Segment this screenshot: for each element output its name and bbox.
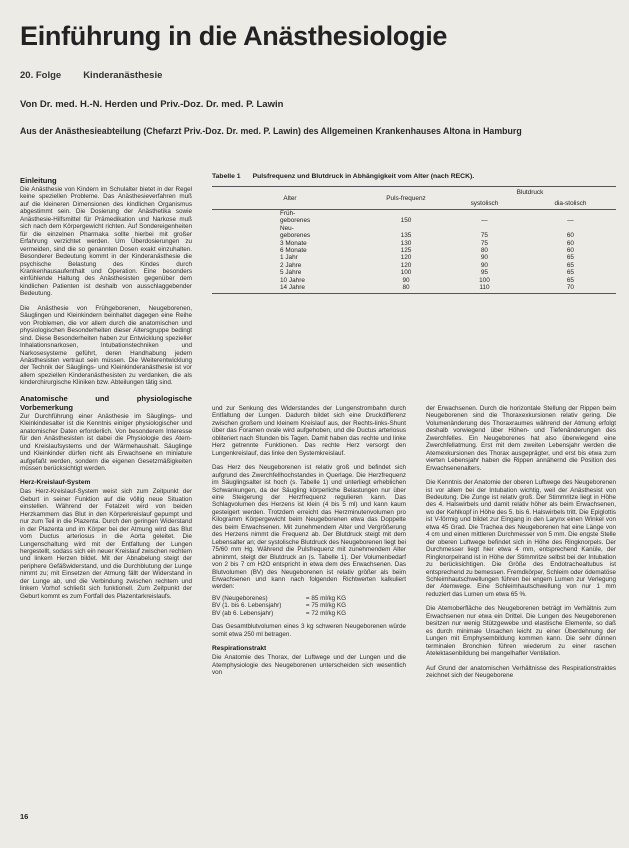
text-column-left (20, 176, 192, 808)
paragraph: Die Anästhesie von Frühgeborenen, Neugeborenen, Säuglingen und Kleinkindern beinhaltet dagegen eine Reihe von Problemen, die vor allem durch die anatomischen und physiologischen Besonderheiten dieser Altersgruppe bedingt sind. Diese Besonderheiten haben zur Entwicklung spezieller Inhalationsnarkosen, Intubationstechniken und Narkosesysteme geführt, deren Handhabung jedem Anästhesisten vertraut sein müssen. Die Weiterentwicklung der Technik der Säuglings- und Kleinkinderanästhesie ist vor allem speziellen Kinderanästhesisten zu verdanken, die als kinderchirurgische Kliniken bzw. Abteilungen tätig sind. (20, 304, 192, 387)
table-cell-age: geborenes (280, 232, 311, 240)
table-cell-age: 6 Monate (280, 247, 307, 255)
table-cell-sys: 90 (480, 254, 488, 262)
paragraph: Die Kenntnis der Anatomie der oberen Luftwege des Neugeborenen ist vor allem bei der Intubation wichtig, weil der Anästhesist von Bedeutung. Die Zunge ist relativ groß. Der Stimmritze liegt in Höhe des 4. Halswirbels und damit relativ höher als beim Erwachsenen, wo der Kehlkopf in Höhe des 5. bis 6. Halswirbels tritt. Die Epiglottis ist V-förmig und bildet zur Eingang in den Larynx einen Winkel von etwa 45 Grad. Die Trachea des Neugeborenen hat eine Länge von 4 cm und einen mittleren Durchmesser von 5 mm. Die engste Stelle der oberen Luftwege befindet sich in Höhe des Ringknorpels. Der Durchmesser liegt hier etwa 4 mm, entsprechend Kanüle, der Ringknorpelrand ist in Höhe der Stimmritze selbst bei der Intubation zu berücksichtigen. Die Größe des Endotrachealtubus ist entsprechend zu bemessen. Fremdkörper, Schleim oder ödematöse Schleimhautschwellungen führen bei engem Lumen zur Verlegung der Atemwege. Eine Schleimhautschwellung von nur 1 mm reduziert das Lumen um etwa 65 %. (426, 479, 616, 598)
table-row (212, 217, 616, 224)
table-row (212, 240, 616, 247)
text-column-middle (212, 405, 406, 825)
list-item: BV (1. bis 6. Lebensjahr) = 75 ml/kg KG (212, 602, 346, 610)
col-header-diastolisch: dia-stolisch (525, 198, 616, 210)
table-cell-dia: 65 (566, 254, 574, 262)
table-cell-puls: 90 (402, 276, 410, 284)
article-title: Einführung in die Anästhesiologie (20, 21, 448, 51)
table-cell-dia: 70 (525, 284, 616, 294)
table-cell-age: Neu- (280, 224, 294, 232)
blood-volume-list (212, 595, 406, 617)
table-cell-puls: 125 (400, 247, 412, 255)
table-cell-dia: 60 (566, 247, 574, 255)
paragraph: Das Herz-Kreislauf-System weist sich zum Zeitpunkt der Geburt in seiner Funktion auf die völlig neue Situation einstellen. Während der Fetalzeit wird von beiden Herzkammern das Blut in den Körperkreislauf gepumpt und nur zum Teil in die Plazenta. Durch den geringen Widerstand in der Plazenta und im Körper bei der Atmung wird das Blut vom Ductus arteriosus in die Aorta geleitet. Die Lungenschaltung wird mit der Entfaltung der Lungen hergestellt, sodass sich ein neuer Kreislauf zwischen rechtem und linkem Herzen bildet. Mit der Abnabelung steigt der periphere Gefäßwiderstand, und die Durchblutung der Lunge nimmt zu; mit Einsetzen der Atmung fällt der Widerstand in der Lunge ab, und die Verbindung zwischen rechtem und linkem Vorhof schließt sich funktionell. Zum Zeitpunkt der Geburt kommt es zum Fortfall des Plazentarkreislaufs. (20, 488, 192, 600)
table-cell-sys: 90 (480, 261, 488, 269)
heading-respiration: Respirationstrakt (212, 645, 267, 653)
table-cell-sys: 110 (444, 284, 525, 294)
table-cell-puls (368, 210, 444, 218)
text-column-right (426, 405, 616, 825)
paragraph: und zur Senkung des Widerstandes der Lungenstrombahn durch Entfaltung der Lungen. Dadurch bildet sich eine Druckdifferenz zwischen großem und kleinem Kreislauf aus, der Rechts-links-Shunt über das Foramen ovale wird aufgehoben, und die Ductus arteriosus obliteriert nach Stunden bis Tagen. Damit haben das rechte und linke Herz getrennte Funktionen. Das rechte Herz versorgt den Lungenkreislauf, das linke den Systemkreislauf. (212, 405, 406, 457)
heading-einleitung: Einleitung (20, 176, 57, 185)
table-cell-puls: 120 (400, 254, 412, 262)
col-header-alter: Alter (212, 187, 368, 210)
table-cell-puls: 120 (400, 261, 412, 269)
paragraph: Das Herz des Neugeborenen ist relativ groß und befindet sich aufgrund des Zwerchfellhochstandes in Querlage. Die Herzfrequenz im Säuglingsalter ist hoch (s. Tabelle 1) und unterliegt erheblichen Schwankungen, da der Säugling körperliche Belastungen nur über eine Steigerung der Herzfrequenz regulieren kann. Das Schlagvolumen des Herzens ist klein (4 bis 5 ml) und kann kaum gesteigert werden. Trotzdem erreicht das Herzminutenvolumen pro Kilogramm Körpergewicht beim Neugeborenen etwa das Doppelte des beim Erwachsenen. Mit zunehmendem Alter und Vergrößerung des Herzens nimmt die Frequenz ab. Der Blutdruck steigt mit dem Lebensalter an; der systolische Blutdruck des Neugeborenen liegt bei 75/60 mm Hg. Während die Pulsfrequenz mit zunehmendem Alter abnimmt, steigt der Blutdruck an (s. Tabelle 1). Der Volumenbedarf von 2 bis 7 cm H2O entspricht in etwa dem des Erwachsenen. Das Blutvolumen (BV) des Neugeborenen ist relativ größer als beim Erwachsenen und kann nach folgenden Richtwerten kalkuliert werden: (212, 464, 406, 591)
table-cell-age: 14 Jahre (212, 284, 368, 294)
table-cell-dia (525, 210, 616, 218)
table-row (212, 269, 616, 276)
table-cell-age: 10 Jahre (280, 276, 305, 284)
col-header-blutdruck: Blutdruck (444, 187, 616, 199)
paragraph: der Erwachsenen. Durch die horizontale Stellung der Rippen beim Neugeborenen sind die Thoraxexkursionen relativ gering. Die Volumenänderung des Thoraxraumes während der Atmung erfolgt deshalb vorwiegend über Höhen- und Tiefenänderungen des Zwerchfelles. Ein Neugeborenes hat also überwiegend eine Zwerchfellatmung. Erst mit dem zweiten Lebensjahr werden die Atemexkursionen des Thorax ausgeprägter, und erst bis etwa zum vierten Lebensjahr haben die Rippen annähernd die Position des Erwachsenenalters. (426, 405, 616, 472)
author-line: Von Dr. med. H.-N. Herden und Priv.-Doz. Dr. med. P. Lawin (20, 99, 284, 110)
table-cell-dia: 65 (566, 261, 574, 269)
table-caption-text: Pulsfrequenz und Blutdruck in Abhängigkeit vom Alter (nach RECK). (252, 173, 475, 180)
table-row (212, 277, 616, 284)
paragraph: Auf Grund der anatomischen Verhältnisse des Respirationstraktes zeichnet sich der Neugeborene (426, 664, 616, 679)
table-row (212, 262, 616, 269)
table-cell-sys: — (481, 217, 488, 225)
table-cell-age: 3 Monate (280, 239, 307, 247)
paragraph: Zur Durchführung einer Anästhesie im Säuglings- und Kleinkindesalter ist die Kenntnis einiger physiologischer und anatomischer Daten erforderlich. Von besonderem Interesse für den Anästhesisten ist dabei die Physiologie des Atem- und Kreislaufsystems und der Wärmehaushalt. Säuglinge und Kleinkinder dürfen nicht als Erwachsene en miniature aufgefaßt werden, sondern die eigenen Gesetzmäßigkeiten müssen berücksichtigt werden. (20, 412, 192, 472)
table-cell-age: 2 Jahre (280, 261, 302, 269)
table-cell-age: 1 Jahr (280, 254, 298, 262)
table-cell-sys: 75 (480, 232, 488, 240)
table-row (212, 284, 616, 294)
list-item: BV (Neugeborenes) = 85 ml/kg KG (212, 594, 346, 602)
heading-anatomie: Anatomische und physiologische Vorbemerkung (20, 393, 192, 412)
series-line (20, 70, 162, 81)
table-cell-puls: 100 (400, 269, 412, 277)
table-cell-dia (525, 225, 616, 232)
table-cell-age: 5 Jahre (280, 269, 302, 277)
table-row (212, 254, 616, 261)
table-caption (212, 173, 616, 180)
list-item: BV (ab 6. Lebensjahr) = 72 ml/kg KG (212, 609, 346, 617)
table-cell-sys (444, 225, 525, 232)
series-topic: Kinderanästhesie (83, 70, 163, 81)
table-cell-sys: 100 (479, 276, 490, 284)
table-cell-sys: 80 (480, 247, 488, 255)
paragraph: Die Anatomie des Thorax, der Luftwege und der Lungen und die Atemphysiologie des Neugeborenen unterscheiden sich wesentlich von (212, 654, 406, 677)
table-cell-sys: 75 (480, 239, 488, 247)
table-row (212, 210, 616, 218)
col-header-systolisch: systolisch (444, 198, 525, 210)
paragraph: Die Anästhesie von Kindern im Schulalter bietet in der Regel keine speziellen Probleme. Das Anästhesieverfahren muß auf die kleineren Dimensionen des kindlichen Organismus abgestimmt sein. Die Dosierung der Anästhetika sowie Anästhesie-Hilfsmittel für Prämedikation und Narkose muß sich nach dem Körpergewicht richten. Auf Sondereigenheiten für die einzelnen Pharmaka sollte hierbei mit großer Erfahrung verzichtet werden. Um Überdosierungen zu vermeiden, sind die so genannten Dosen exakt einzuhalten. Besonderer Bedeutung kommt in der Kinderanästhesie die psychische Belastung des Kindes durch Krankenhausaufenthalt und Operation. Eine besonders einfühlende Haltung des Anästhesisten gegenüber dem kindlichen Patienten ist deshalb von ausschlaggebender Bedeutung. (20, 186, 192, 298)
heading-kreislauf: Herz-Kreislauf-System (20, 479, 91, 487)
table-cell-age: geborenes (280, 217, 311, 225)
table-row (212, 232, 616, 239)
table-caption-label: Tabelle 1 (212, 173, 241, 180)
table-cell-puls: 130 (400, 239, 412, 247)
table-cell-dia: 60 (566, 239, 574, 247)
table-cell-dia: 65 (566, 276, 574, 284)
table-cell-age: Früh- (280, 210, 296, 217)
table-cell-sys: 95 (480, 269, 488, 277)
page-number: 16 (20, 812, 29, 821)
table-cell-puls: 150 (400, 217, 412, 225)
table-cell-sys (444, 210, 525, 218)
paragraph: Die Atemoberfläche des Neugeborenen beträgt im Verhältnis zum Erwachsenen nur etwa ein Drittel. Die Lungen des Neugeborenen besitzen nur wenig Stützgewebe und elastische Elemente, so daß es durch minimale Ursachen leicht zu einer Überdehnung der Lungen mit Emphysembildung kommen kann. Die sehr dünnen terminalen Bronchien führen wiederum zu einer raschen Atelektasenbildung bei mangelhafter Ventilation. (426, 605, 616, 658)
table-row (212, 247, 616, 254)
table-row (212, 225, 616, 232)
table-cell-dia: — (567, 217, 574, 225)
pulse-bp-table (212, 186, 616, 294)
table-cell-puls: 135 (400, 232, 412, 240)
table-cell-dia: 60 (566, 232, 574, 240)
table-cell-puls: 80 (368, 284, 444, 294)
col-header-puls: Puls-frequenz (368, 187, 444, 210)
affiliation-line: Aus der Anästhesieabteilung (Chefarzt Priv.-Doz. Dr. med. P. Lawin) des Allgemeinen Krankenhauses Altona in Hamburg (20, 126, 522, 136)
table-cell-puls (368, 225, 444, 232)
series-number: 20. Folge (20, 70, 62, 81)
paragraph: Das Gesamtblutvolumen eines 3 kg schweren Neugeborenen würde somit etwa 250 ml betragen. (212, 623, 406, 638)
table-cell-dia: 65 (566, 269, 574, 277)
